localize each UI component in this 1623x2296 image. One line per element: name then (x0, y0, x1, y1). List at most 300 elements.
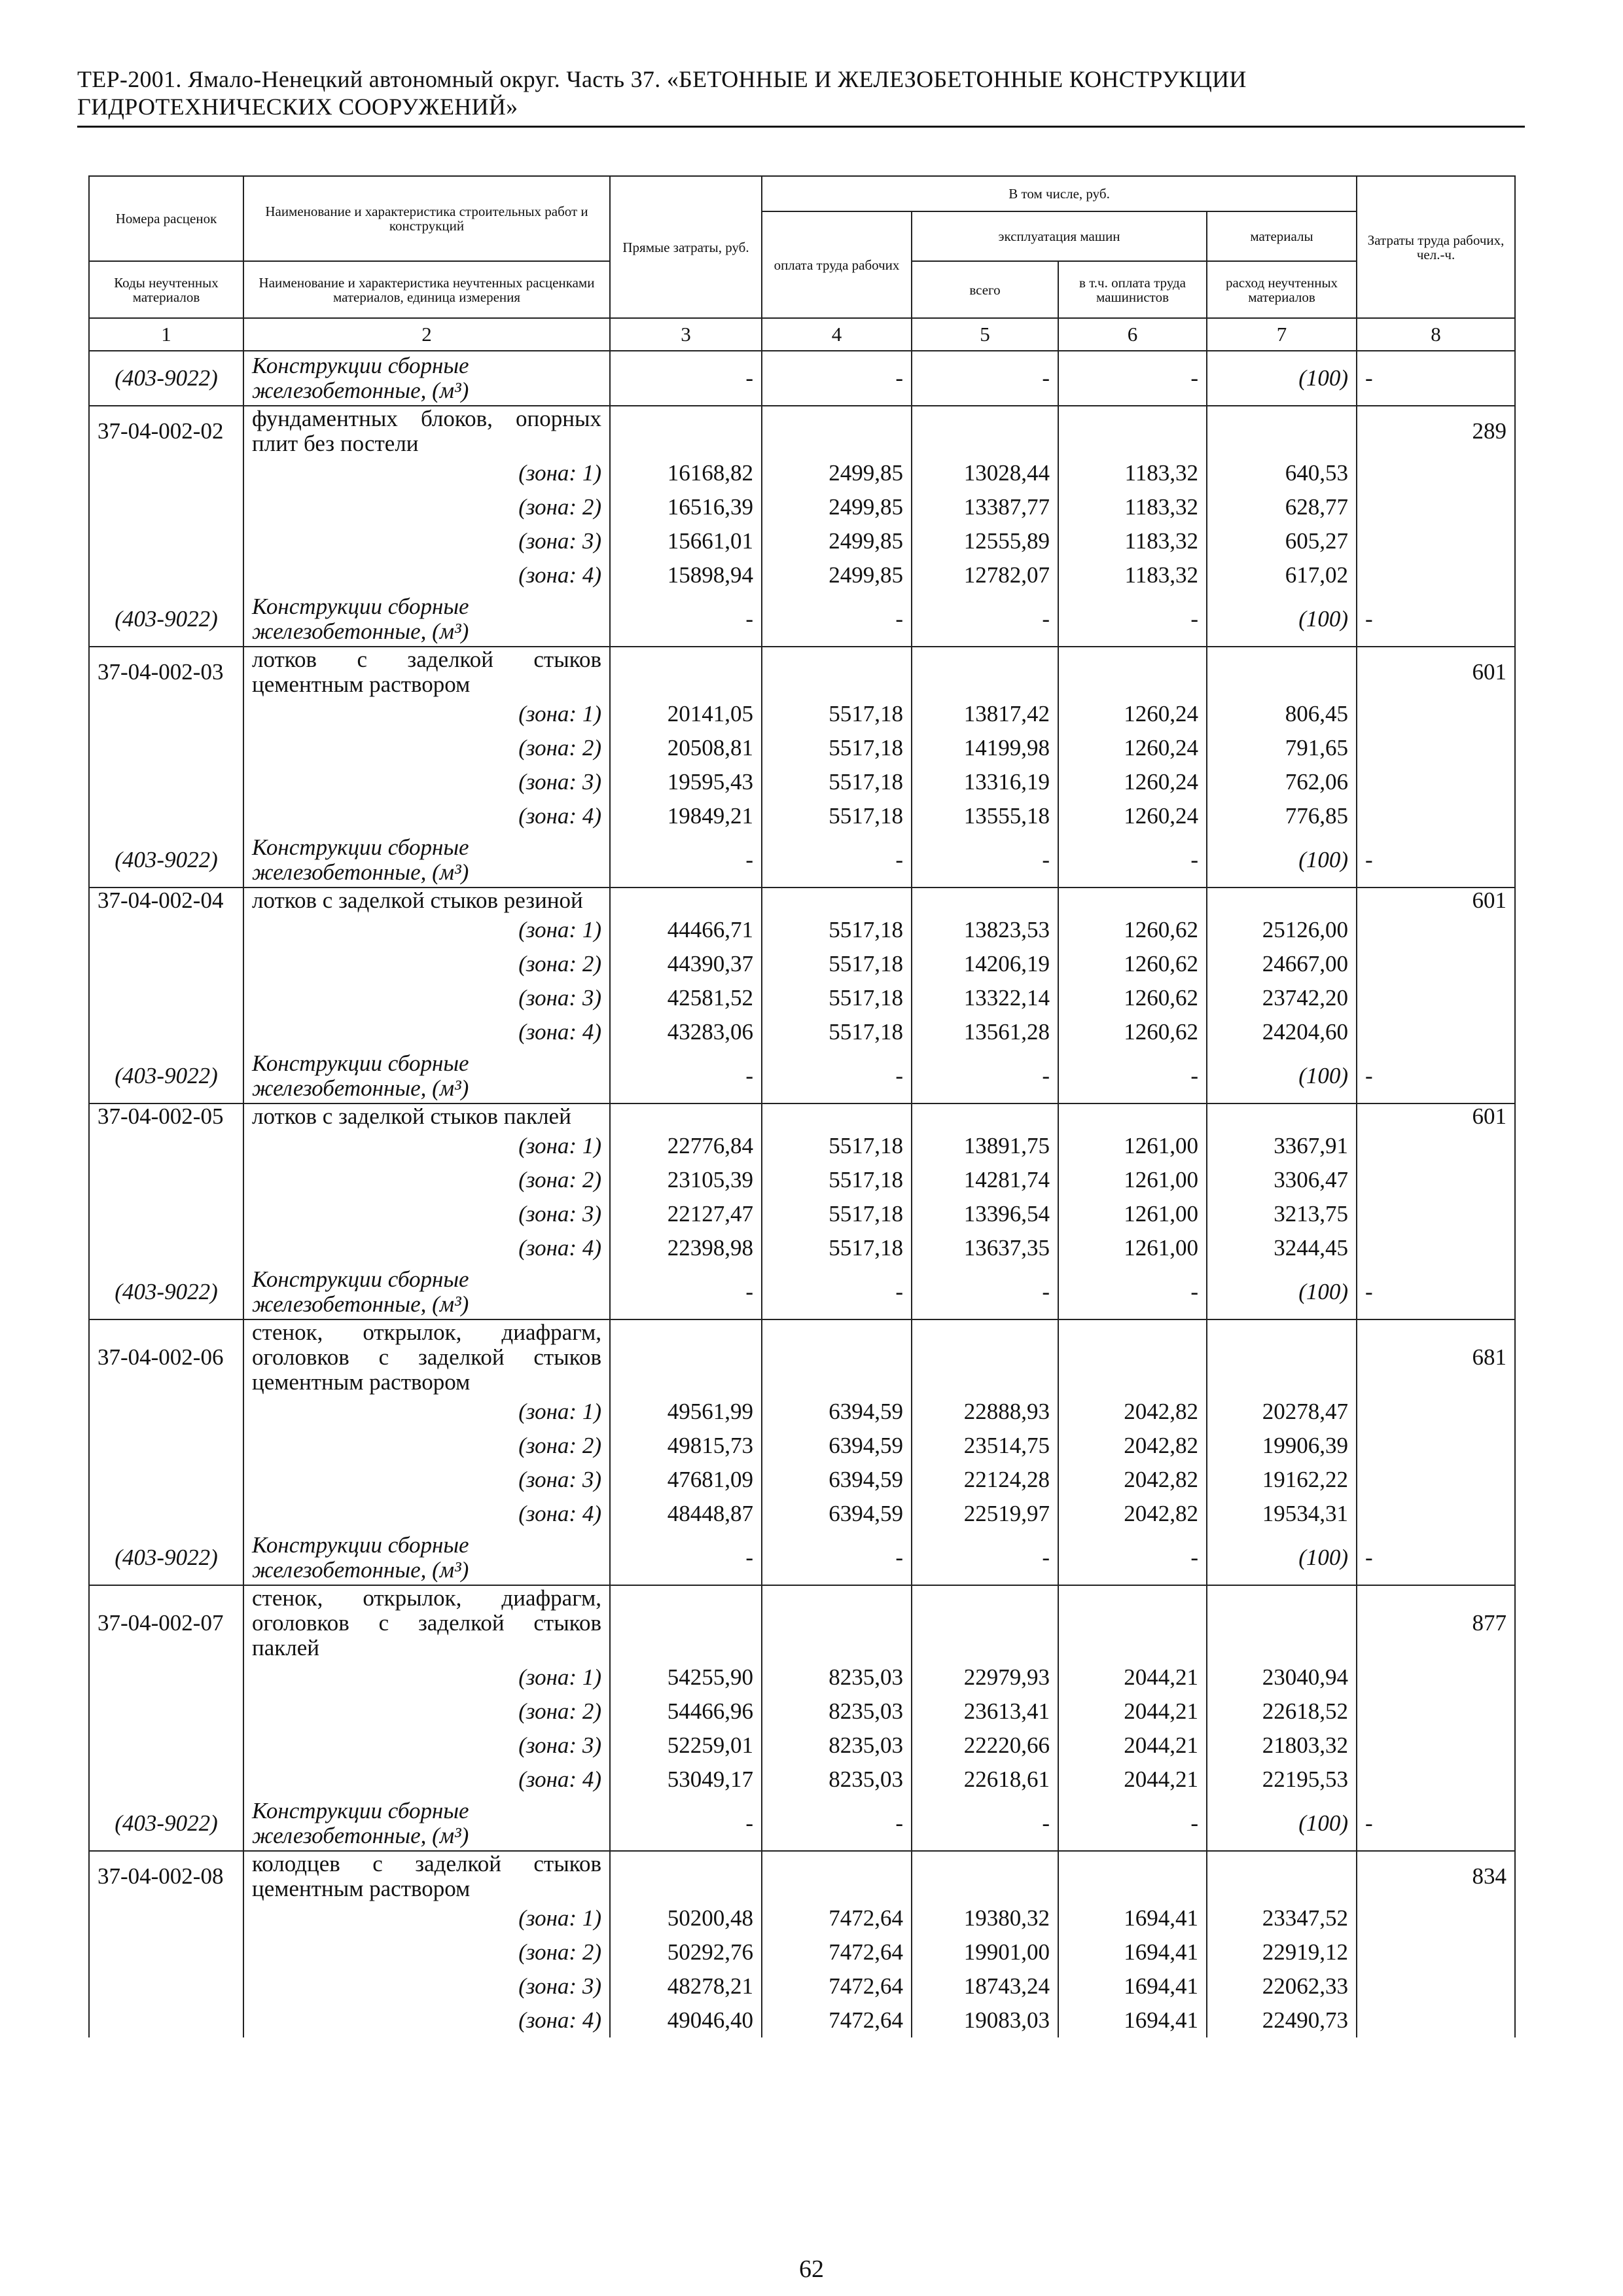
material-consumption: (100) (1207, 1265, 1357, 1319)
operator-pay-value: 1694,41 (1058, 2003, 1207, 2037)
zone-label: (зона: 4) (243, 799, 610, 833)
empty-cell (1357, 1969, 1515, 2003)
direct-costs-value: 49815,73 (610, 1429, 762, 1463)
materials-value: 19162,22 (1207, 1463, 1357, 1497)
material-workers-dash: - (762, 833, 912, 888)
worker-pay-value: 6394,59 (762, 1395, 912, 1429)
zone-label: (зона: 2) (243, 1429, 610, 1463)
column-number: 3 (610, 318, 762, 351)
zone-row (89, 799, 1515, 833)
worker-pay-value: 5517,18 (762, 731, 912, 765)
direct-costs-value: 50292,76 (610, 1935, 762, 1969)
direct-costs-value: 48278,21 (610, 1969, 762, 2003)
empty-cell (1357, 1729, 1515, 1763)
column-number: 7 (1207, 318, 1357, 351)
material-direct-dash: - (610, 592, 762, 647)
direct-costs-value: 54255,90 (610, 1660, 762, 1695)
empty-cell (1357, 1015, 1515, 1049)
worker-pay-value: 2499,85 (762, 524, 912, 558)
machine-operation-value: 19901,00 (912, 1935, 1058, 1969)
direct-costs-value: 15898,94 (610, 558, 762, 592)
machine-operation-value: 13387,77 (912, 490, 1058, 524)
direct-costs-value: 19595,43 (610, 765, 762, 799)
zone-row (89, 1463, 1515, 1497)
empty-cell (89, 2003, 243, 2037)
zone-row (89, 1497, 1515, 1531)
material-code: (403-9022) (89, 592, 243, 647)
worker-pay-value: 5517,18 (762, 1197, 912, 1231)
col-header-labor-costs: Затраты труда рабочих, чел.-ч. (1357, 176, 1515, 318)
column-number: 8 (1357, 318, 1515, 351)
machine-operation-value: 18743,24 (912, 1969, 1058, 2003)
material-name: Конструкции сборные железобетонные, (м³) (243, 1265, 610, 1319)
zone-row (89, 1395, 1515, 1429)
materials-value: 776,85 (1207, 799, 1357, 833)
materials-value: 22618,52 (1207, 1695, 1357, 1729)
rate-title-row (89, 1851, 1515, 1901)
material-direct-dash: - (610, 1797, 762, 1851)
col-header-worker-pay: оплата труда рабочих (762, 211, 912, 318)
empty-cell (1357, 765, 1515, 799)
empty-cell (762, 1585, 912, 1660)
worker-pay-value: 6394,59 (762, 1497, 912, 1531)
empty-cell (610, 1585, 762, 1660)
rate-title-row (89, 1585, 1515, 1660)
material-labor-dash: - (1357, 833, 1515, 888)
operator-pay-value: 1183,32 (1058, 456, 1207, 490)
col-header-material-consumption: расход неучтенных материалов (1207, 261, 1357, 318)
material-code: (403-9022) (89, 1531, 243, 1585)
col-header-work-name: Наименование и характеристика строительных работ и конструкций (243, 176, 610, 261)
empty-cell (1207, 1851, 1357, 1901)
col-header-rate-numbers: Номера расценок (89, 176, 243, 261)
rate-code: 37-04-002-02 (89, 406, 243, 456)
zone-row (89, 1015, 1515, 1049)
empty-cell (912, 1319, 1058, 1395)
empty-cell (89, 1197, 243, 1231)
rate-labor-costs: 681 (1357, 1319, 1515, 1395)
machine-operation-value: 14206,19 (912, 947, 1058, 981)
materials-value: 3367,91 (1207, 1129, 1357, 1163)
rate-title-row (89, 888, 1515, 913)
worker-pay-value: 5517,18 (762, 1163, 912, 1197)
empty-cell (1207, 406, 1357, 456)
zone-label: (зона: 3) (243, 1969, 610, 2003)
operator-pay-value: 1260,62 (1058, 1015, 1207, 1049)
operator-pay-value: 1260,24 (1058, 765, 1207, 799)
direct-costs-value: 47681,09 (610, 1463, 762, 1497)
empty-cell (89, 947, 243, 981)
header-divider (77, 126, 1525, 128)
empty-cell (89, 1660, 243, 1695)
material-operators-dash: - (1058, 1797, 1207, 1851)
material-workers-dash: - (762, 351, 912, 406)
rate-code: 37-04-002-08 (89, 1851, 243, 1901)
zone-row (89, 456, 1515, 490)
worker-pay-value: 5517,18 (762, 913, 912, 947)
materials-value: 21803,32 (1207, 1729, 1357, 1763)
empty-cell (610, 888, 762, 913)
empty-cell (1207, 1103, 1357, 1129)
materials-value: 3306,47 (1207, 1163, 1357, 1197)
rate-title: лотков с заделкой стыков цементным раствором (243, 647, 610, 697)
material-labor-dash: - (1357, 1531, 1515, 1585)
empty-cell (912, 406, 1058, 456)
zone-row (89, 981, 1515, 1015)
zone-label: (зона: 2) (243, 1163, 610, 1197)
zone-label: (зона: 3) (243, 1197, 610, 1231)
empty-cell (1058, 888, 1207, 913)
col-header-materials: материалы (1207, 211, 1357, 261)
empty-cell (1357, 947, 1515, 981)
material-machines-dash: - (912, 833, 1058, 888)
materials-value: 23742,20 (1207, 981, 1357, 1015)
empty-cell (89, 731, 243, 765)
operator-pay-value: 1260,62 (1058, 981, 1207, 1015)
rate-title-row (89, 1103, 1515, 1129)
empty-cell (89, 1129, 243, 1163)
zone-label: (зона: 3) (243, 981, 610, 1015)
materials-value: 640,53 (1207, 456, 1357, 490)
rate-labor-costs: 601 (1357, 647, 1515, 697)
empty-cell (1207, 647, 1357, 697)
empty-cell (1357, 2003, 1515, 2037)
empty-cell (89, 558, 243, 592)
rate-code: 37-04-002-03 (89, 647, 243, 697)
materials-value: 628,77 (1207, 490, 1357, 524)
material-machines-dash: - (912, 351, 1058, 406)
machine-operation-value: 19083,03 (912, 2003, 1058, 2037)
empty-cell (1357, 1231, 1515, 1265)
materials-value: 20278,47 (1207, 1395, 1357, 1429)
direct-costs-value: 44390,37 (610, 947, 762, 981)
material-name: Конструкции сборные железобетонные, (м³) (243, 1531, 610, 1585)
direct-costs-value: 50200,48 (610, 1901, 762, 1935)
empty-cell (912, 647, 1058, 697)
rate-title-row (89, 647, 1515, 697)
empty-cell (1058, 406, 1207, 456)
direct-costs-value: 22398,98 (610, 1231, 762, 1265)
zone-row (89, 731, 1515, 765)
empty-cell (1357, 1129, 1515, 1163)
worker-pay-value: 7472,64 (762, 1935, 912, 1969)
empty-cell (762, 406, 912, 456)
operator-pay-value: 1694,41 (1058, 1969, 1207, 2003)
empty-cell (1357, 799, 1515, 833)
zone-label: (зона: 4) (243, 1497, 610, 1531)
zone-row (89, 1129, 1515, 1163)
direct-costs-value: 20141,05 (610, 697, 762, 731)
rate-labor-costs: 834 (1357, 1851, 1515, 1901)
material-name: Конструкции сборные железобетонные, (м³) (243, 1797, 610, 1851)
operator-pay-value: 1694,41 (1058, 1935, 1207, 1969)
machine-operation-value: 13322,14 (912, 981, 1058, 1015)
empty-cell (1357, 490, 1515, 524)
zone-label: (зона: 1) (243, 1129, 610, 1163)
materials-value: 19534,31 (1207, 1497, 1357, 1531)
material-direct-dash: - (610, 1265, 762, 1319)
empty-cell (610, 406, 762, 456)
material-labor-dash: - (1357, 1049, 1515, 1103)
empty-cell (1058, 647, 1207, 697)
column-number-row (89, 318, 1515, 351)
worker-pay-value: 5517,18 (762, 1129, 912, 1163)
direct-costs-value: 20508,81 (610, 731, 762, 765)
materials-value: 791,65 (1207, 731, 1357, 765)
machine-operation-value: 23514,75 (912, 1429, 1058, 1463)
material-labor-dash: - (1357, 1265, 1515, 1319)
machine-operation-value: 13823,53 (912, 913, 1058, 947)
operator-pay-value: 1260,24 (1058, 731, 1207, 765)
empty-cell (1357, 1463, 1515, 1497)
material-name: Конструкции сборные железобетонные, (м³) (243, 351, 610, 406)
col-header-direct-costs: Прямые затраты, руб. (610, 176, 762, 318)
operator-pay-value: 1694,41 (1058, 1901, 1207, 1935)
operator-pay-value: 1260,62 (1058, 913, 1207, 947)
material-direct-dash: - (610, 1049, 762, 1103)
worker-pay-value: 5517,18 (762, 765, 912, 799)
operator-pay-value: 2042,82 (1058, 1429, 1207, 1463)
worker-pay-value: 8235,03 (762, 1763, 912, 1797)
operator-pay-value: 1260,24 (1058, 697, 1207, 731)
worker-pay-value: 8235,03 (762, 1695, 912, 1729)
machine-operation-value: 13637,35 (912, 1231, 1058, 1265)
empty-cell (1357, 1660, 1515, 1695)
empty-cell (1357, 1395, 1515, 1429)
zone-label: (зона: 3) (243, 524, 610, 558)
empty-cell (610, 647, 762, 697)
materials-value: 762,06 (1207, 765, 1357, 799)
material-labor-dash: - (1357, 1797, 1515, 1851)
machine-operation-value: 13316,19 (912, 765, 1058, 799)
operator-pay-value: 2044,21 (1058, 1729, 1207, 1763)
direct-costs-value: 54466,96 (610, 1695, 762, 1729)
worker-pay-value: 8235,03 (762, 1729, 912, 1763)
col-header-machines-total: всего (912, 261, 1058, 318)
col-header-material-name: Наименование и характеристика неучтенных расценками материалов, единица измерения (243, 261, 610, 318)
zone-row (89, 1901, 1515, 1935)
zone-row (89, 558, 1515, 592)
operator-pay-value: 1183,32 (1058, 558, 1207, 592)
worker-pay-value: 7472,64 (762, 1969, 912, 2003)
machine-operation-value: 13817,42 (912, 697, 1058, 731)
material-direct-dash: - (610, 1531, 762, 1585)
zone-row (89, 1729, 1515, 1763)
machine-operation-value: 22888,93 (912, 1395, 1058, 1429)
operator-pay-value: 2042,82 (1058, 1497, 1207, 1531)
zone-label: (зона: 1) (243, 913, 610, 947)
empty-cell (89, 1729, 243, 1763)
empty-cell (1058, 1851, 1207, 1901)
empty-cell (89, 765, 243, 799)
empty-cell (1058, 1103, 1207, 1129)
rate-labor-costs: 601 (1357, 888, 1515, 913)
materials-value: 605,27 (1207, 524, 1357, 558)
machine-operation-value: 14281,74 (912, 1163, 1058, 1197)
zone-row (89, 1763, 1515, 1797)
material-row (89, 1049, 1515, 1103)
materials-value: 24667,00 (1207, 947, 1357, 981)
header-line-2: ГИДРОТЕХНИЧЕСКИХ СООРУЖЕНИЙ» (77, 94, 518, 120)
operator-pay-value: 1183,32 (1058, 524, 1207, 558)
empty-cell (1357, 1901, 1515, 1935)
zone-row (89, 913, 1515, 947)
empty-cell (1058, 1319, 1207, 1395)
worker-pay-value: 7472,64 (762, 2003, 912, 2037)
empty-cell (762, 647, 912, 697)
empty-cell (1357, 981, 1515, 1015)
direct-costs-value: 22127,47 (610, 1197, 762, 1231)
empty-cell (89, 1497, 243, 1531)
empty-cell (89, 1901, 243, 1935)
empty-cell (1207, 888, 1357, 913)
material-workers-dash: - (762, 1531, 912, 1585)
worker-pay-value: 2499,85 (762, 490, 912, 524)
zone-label: (зона: 2) (243, 731, 610, 765)
worker-pay-value: 5517,18 (762, 1015, 912, 1049)
material-machines-dash: - (912, 1049, 1058, 1103)
column-number: 6 (1058, 318, 1207, 351)
machine-operation-value: 12782,07 (912, 558, 1058, 592)
material-name: Конструкции сборные железобетонные, (м³) (243, 833, 610, 888)
page-number: 62 (799, 2255, 824, 2283)
machine-operation-value: 14199,98 (912, 731, 1058, 765)
zone-label: (зона: 3) (243, 765, 610, 799)
materials-value: 25126,00 (1207, 913, 1357, 947)
material-row (89, 592, 1515, 647)
materials-value: 23347,52 (1207, 1901, 1357, 1935)
operator-pay-value: 1183,32 (1058, 490, 1207, 524)
empty-cell (912, 1103, 1058, 1129)
rate-title-row (89, 1319, 1515, 1395)
operator-pay-value: 2044,21 (1058, 1695, 1207, 1729)
operator-pay-value: 1260,62 (1058, 947, 1207, 981)
zone-label: (зона: 4) (243, 1015, 610, 1049)
materials-value: 22490,73 (1207, 2003, 1357, 2037)
material-code: (403-9022) (89, 1797, 243, 1851)
zone-label: (зона: 1) (243, 697, 610, 731)
rates-table (88, 175, 1516, 2037)
empty-cell (1357, 1497, 1515, 1531)
zone-label: (зона: 3) (243, 1729, 610, 1763)
direct-costs-value: 19849,21 (610, 799, 762, 833)
column-number: 4 (762, 318, 912, 351)
zone-row (89, 697, 1515, 731)
zone-label: (зона: 2) (243, 490, 610, 524)
empty-cell (912, 888, 1058, 913)
empty-cell (1357, 1163, 1515, 1197)
rate-labor-costs: 289 (1357, 406, 1515, 456)
direct-costs-value: 23105,39 (610, 1163, 762, 1197)
direct-costs-value: 16168,82 (610, 456, 762, 490)
empty-cell (1357, 456, 1515, 490)
material-consumption: (100) (1207, 351, 1357, 406)
machine-operation-value: 22220,66 (912, 1729, 1058, 1763)
machine-operation-value: 12555,89 (912, 524, 1058, 558)
rate-code: 37-04-002-04 (89, 888, 243, 913)
empty-cell (89, 1969, 243, 2003)
empty-cell (610, 1103, 762, 1129)
direct-costs-value: 44466,71 (610, 913, 762, 947)
material-operators-dash: - (1058, 1049, 1207, 1103)
material-direct-dash: - (610, 351, 762, 406)
header-line-1: ТЕР-2001. Ямало-Ненецкий автономный округ. Часть 37. «БЕТОННЫЕ И ЖЕЛЕЗОБЕТОННЫЕ КОНСТРУКЦИИ (77, 66, 1247, 92)
empty-cell (1357, 1695, 1515, 1729)
direct-costs-value: 43283,06 (610, 1015, 762, 1049)
zone-label: (зона: 2) (243, 947, 610, 981)
empty-cell (89, 799, 243, 833)
operator-pay-value: 2042,82 (1058, 1395, 1207, 1429)
zone-label: (зона: 3) (243, 1463, 610, 1497)
zone-row (89, 947, 1515, 981)
empty-cell (1357, 1935, 1515, 1969)
machine-operation-value: 22519,97 (912, 1497, 1058, 1531)
zone-row (89, 524, 1515, 558)
material-row (89, 1531, 1515, 1585)
material-direct-dash: - (610, 833, 762, 888)
empty-cell (89, 1429, 243, 1463)
zone-row (89, 1695, 1515, 1729)
direct-costs-value: 49046,40 (610, 2003, 762, 2037)
operator-pay-value: 1260,24 (1058, 799, 1207, 833)
col-header-machine-operation: эксплуатация машин (912, 211, 1207, 261)
machine-operation-value: 22979,93 (912, 1660, 1058, 1695)
materials-value: 806,45 (1207, 697, 1357, 731)
zone-label: (зона: 2) (243, 1935, 610, 1969)
rate-labor-costs: 601 (1357, 1103, 1515, 1129)
direct-costs-value: 52259,01 (610, 1729, 762, 1763)
rate-labor-costs: 877 (1357, 1585, 1515, 1660)
material-machines-dash: - (912, 592, 1058, 647)
materials-value: 22919,12 (1207, 1935, 1357, 1969)
materials-value: 3213,75 (1207, 1197, 1357, 1231)
material-labor-dash: - (1357, 592, 1515, 647)
empty-cell (1357, 731, 1515, 765)
empty-cell (1357, 1763, 1515, 1797)
worker-pay-value: 5517,18 (762, 947, 912, 981)
zone-row (89, 1660, 1515, 1695)
material-consumption: (100) (1207, 1049, 1357, 1103)
material-row (89, 1265, 1515, 1319)
rate-code: 37-04-002-06 (89, 1319, 243, 1395)
empty-cell (1357, 1429, 1515, 1463)
zone-row (89, 1935, 1515, 1969)
zone-label: (зона: 2) (243, 1695, 610, 1729)
rate-code: 37-04-002-07 (89, 1585, 243, 1660)
direct-costs-value: 49561,99 (610, 1395, 762, 1429)
material-consumption: (100) (1207, 1531, 1357, 1585)
materials-value: 3244,45 (1207, 1231, 1357, 1265)
material-workers-dash: - (762, 1265, 912, 1319)
operator-pay-value: 2042,82 (1058, 1463, 1207, 1497)
materials-value: 19906,39 (1207, 1429, 1357, 1463)
material-operators-dash: - (1058, 1265, 1207, 1319)
operator-pay-value: 1261,00 (1058, 1231, 1207, 1265)
empty-cell (912, 1851, 1058, 1901)
operator-pay-value: 1261,00 (1058, 1197, 1207, 1231)
direct-costs-value: 16516,39 (610, 490, 762, 524)
empty-cell (1207, 1319, 1357, 1395)
empty-cell (1357, 1197, 1515, 1231)
machine-operation-value: 13891,75 (912, 1129, 1058, 1163)
empty-cell (912, 1585, 1058, 1660)
zone-label: (зона: 4) (243, 1763, 610, 1797)
material-machines-dash: - (912, 1265, 1058, 1319)
empty-cell (1058, 1585, 1207, 1660)
worker-pay-value: 5517,18 (762, 981, 912, 1015)
materials-value: 22062,33 (1207, 1969, 1357, 2003)
empty-cell (610, 1851, 762, 1901)
